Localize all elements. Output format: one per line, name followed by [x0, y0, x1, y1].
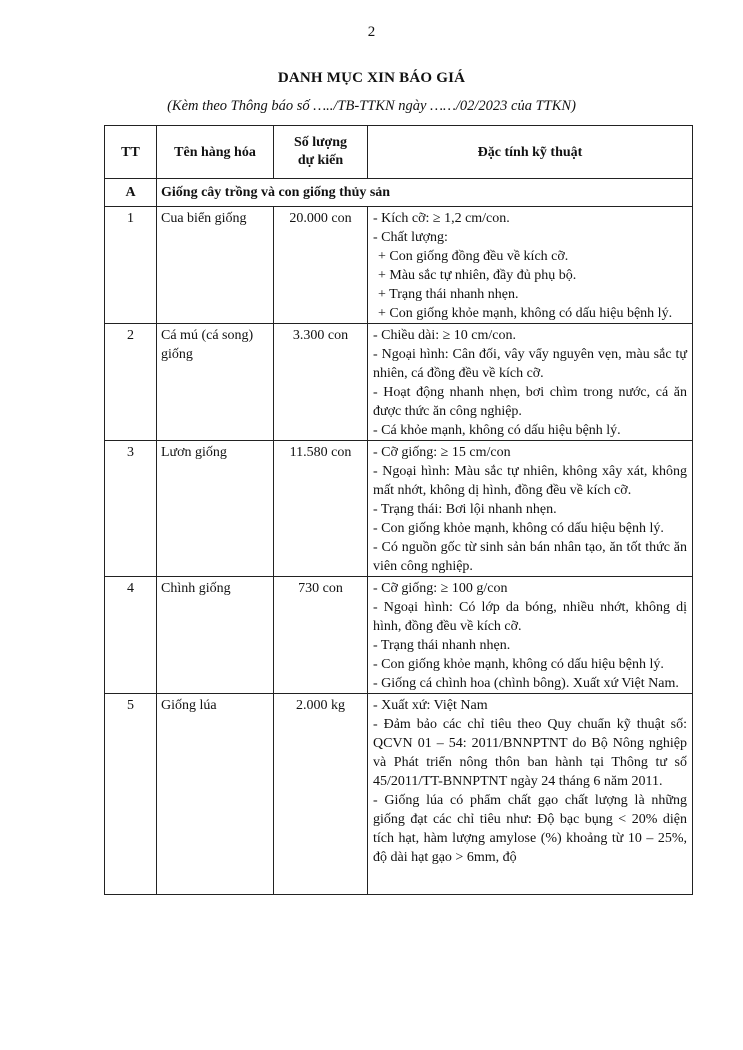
spec-line: - Xuất xứ: Việt Nam: [373, 698, 488, 713]
item-number: 4: [105, 577, 157, 694]
header-quantity-line2: dự kiến: [297, 153, 344, 168]
spec-line: - Giống cá chình hoa (chình bông). Xuất xứ Việt Nam.: [373, 676, 679, 691]
header-quantity-line1: Số lượng: [293, 135, 348, 150]
table-row: [105, 207, 693, 324]
item-specifications: [368, 694, 693, 895]
table-row: [105, 324, 693, 441]
spec-line: - Kích cỡ: ≥ 1,2 cm/con.: [373, 211, 510, 226]
spec-line: + Con giống khỏe mạnh, không có dấu hiệu bệnh lý.: [378, 306, 673, 321]
spec-line: - Đảm bảo các chỉ tiêu theo Quy chuẩn kỹ thuật số: QCVN 01 – 54: 2011/BNNPTNT do Bộ Nông nghiệp và Phát triển nông thôn ban hành tại Thông tư số 45/2011/TT-BNNPTNT ngày 24 tháng 6 năm 2011.: [373, 717, 687, 789]
spec-line: - Cá khỏe mạnh, không có dấu hiệu bệnh lý.: [373, 423, 621, 438]
spec-line: - Cỡ giống: ≥ 15 cm/con: [373, 445, 511, 460]
item-quantity: 3.300 con: [274, 324, 368, 441]
table-row: [105, 577, 693, 694]
header-tt: TT: [105, 126, 157, 179]
item-name: Giống lúa: [157, 694, 274, 895]
header-spec: Đặc tính kỹ thuật: [368, 126, 693, 179]
section-row: [105, 179, 693, 207]
section-code: A: [105, 179, 157, 207]
table-row: [105, 441, 693, 577]
spec-line: - Ngoại hình: Có lớp da bóng, nhiều nhớt, không dị hình, đồng đều về kích cỡ.: [373, 600, 687, 634]
spec-line: - Ngoại hình: Cân đối, vây vẩy nguyên vẹn, màu sắc tự nhiên, cá đồng đều về kích cỡ.: [373, 347, 687, 381]
spec-line: - Hoạt động nhanh nhẹn, bơi chìm trong nước, cá ăn được thức ăn công nghiệp.: [373, 385, 687, 419]
item-specifications: [368, 441, 693, 577]
item-specifications: [368, 324, 693, 441]
item-name: Cá mú (cá song) giống: [157, 324, 274, 441]
item-specifications: [368, 577, 693, 694]
spec-line: - Ngoại hình: Màu sắc tự nhiên, không xây xát, không mất nhớt, không dị hình, đồng đều về kích cỡ.: [373, 464, 687, 498]
item-specifications: [368, 207, 693, 324]
table-row: [105, 694, 693, 895]
section-title: Giống cây trồng và con giống thủy sản: [157, 179, 693, 207]
item-quantity: 730 con: [274, 577, 368, 694]
item-name: Cua biển giống: [157, 207, 274, 324]
item-number: 2: [105, 324, 157, 441]
header-name: Tên hàng hóa: [157, 126, 274, 179]
spec-line: - Chất lượng:: [373, 230, 448, 245]
quotation-items-table: [104, 125, 693, 895]
document-title: DANH MỤC XIN BÁO GIÁ: [277, 70, 466, 86]
item-number: 1: [105, 207, 157, 324]
spec-line: - Chiều dài: ≥ 10 cm/con.: [373, 328, 516, 343]
table-header-row: [105, 126, 693, 179]
spec-line: + Màu sắc tự nhiên, đầy đủ phụ bộ.: [378, 268, 577, 283]
item-name: Lươn giống: [157, 441, 274, 577]
page-number: 2: [367, 24, 376, 40]
item-name: Chình giống: [157, 577, 274, 694]
document-subtitle: (Kèm theo Thông báo số …../TB-TTKN ngày ……/02/2023 của TTKN): [167, 98, 576, 114]
spec-line: - Con giống khỏe mạnh, không có dấu hiệu bệnh lý.: [373, 657, 664, 672]
item-number: 5: [105, 694, 157, 895]
item-quantity: 20.000 con: [274, 207, 368, 324]
spec-line: - Trạng thái: Bơi lội nhanh nhẹn.: [373, 502, 557, 517]
spec-line: - Cỡ giống: ≥ 100 g/con: [373, 581, 508, 596]
header-quantity: [274, 126, 368, 179]
item-quantity: 2.000 kg: [274, 694, 368, 895]
spec-line: - Giống lúa có phẩm chất gạo chất lượng là những giống đạt các chỉ tiêu như: Độ bạc bụng < 20% diện tích hạt, hàm lượng amylose (%) khoảng từ 10 – 25%, độ dài hạt gạo > 6mm, độ: [373, 793, 687, 865]
spec-line: - Con giống khỏe mạnh, không có dấu hiệu bệnh lý.: [373, 521, 664, 536]
spec-line: + Trạng thái nhanh nhẹn.: [378, 287, 519, 302]
spec-line: - Có nguồn gốc từ sinh sản bán nhân tạo, ăn tốt thức ăn viên công nghiệp.: [373, 540, 687, 574]
item-number: 3: [105, 441, 157, 577]
item-quantity: 11.580 con: [274, 441, 368, 577]
spec-line: - Trạng thái nhanh nhẹn.: [373, 638, 511, 653]
spec-line: + Con giống đồng đều về kích cỡ.: [378, 249, 569, 264]
